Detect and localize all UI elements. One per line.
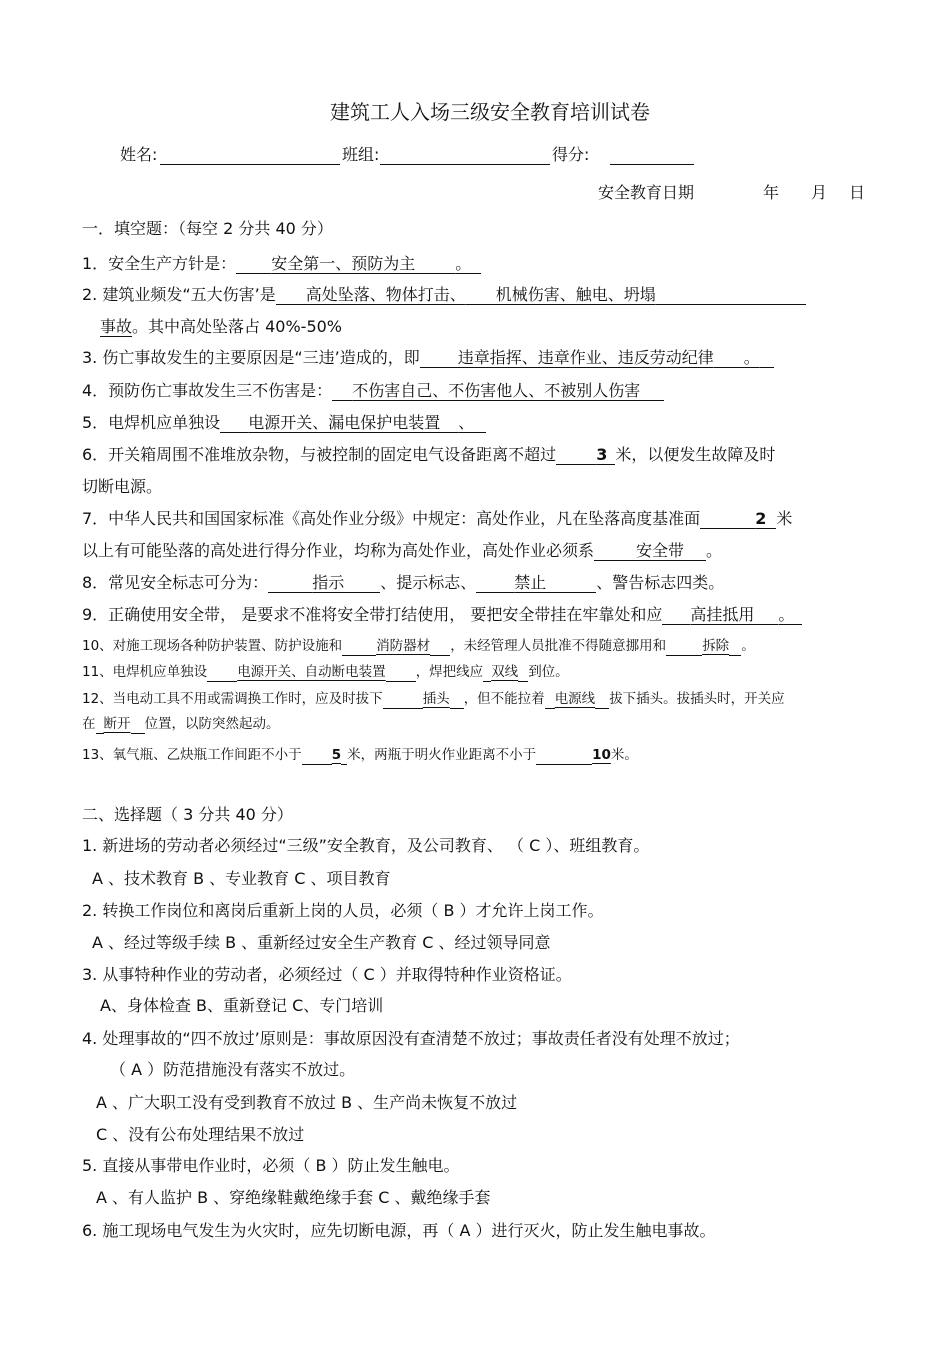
s1-q8-answer-b: 禁止 (514, 573, 547, 592)
s1-q5-answer: 电源开关、漏电保护电装置 (248, 413, 441, 432)
s1-q13-answer-b: 10 (592, 747, 611, 763)
s1-q12-answer-a: 插头 (422, 691, 450, 707)
s1-q2-cont: 事故。其中高处坠落占 40%-50% (100, 317, 343, 336)
date-day: 日 (849, 183, 866, 202)
s1-q10-answer-a: 消防器材 (376, 638, 431, 654)
s2-q5-options: A 、有人监护 B 、穿绝缘鞋戴绝缘手套 C 、戴绝缘手套 (96, 1188, 491, 1207)
s1-q1: 1．安全生产方针是： 安全第一、预防为主 。 (82, 254, 481, 274)
s1-q11: 11、电焊机应单独设 电源开关、自动断电装置 ，焊把线应 双线 到位。 (82, 664, 569, 680)
s1-q2: 2. 建筑业频发“五大伤害’是 高处坠落、物体打击、 机械伤害、触电、坍塌 (82, 285, 806, 305)
s2-q6: 6. 施工现场电气发生为火灾时，应先切断电源，再（ A ）进行灭火，防止发生触电事故。 (82, 1221, 716, 1240)
s2-q3: 3. 从事特种作业的劳动者，必须经过（ C ）并取得特种作业资格证。 (82, 965, 572, 984)
s1-q6-cont: 切断电源。 (82, 477, 163, 496)
page-title: 建筑工人入场三级安全教育培训试卷 (330, 100, 650, 124)
section1-title: 一．填空题：（每空 2 分共 40 分） (82, 219, 333, 238)
name-label: 姓名: (120, 145, 158, 164)
s1-q4: 4．预防伤亡事故发生三不伤害是： 不伤害自己、不伤害他人、不被别人伤害 (82, 381, 664, 401)
s1-q2-answer-a: 高处坠落、物体打击、 (305, 285, 466, 304)
s2-q1-options: A 、技术教育 B 、专业教育 C 、项目教育 (92, 869, 391, 888)
s1-q7: 7．中华人民共和国国家标准《高处作业分级》中规定：高处作业，凡在坠落高度基准面 2 米 (82, 509, 793, 528)
s1-q13-answer-a: 5 (331, 747, 342, 763)
s1-q8: 8．常见安全标志可分为： 指示 、提示标志、 禁止 、警告标志四类。 (82, 573, 725, 592)
score-field[interactable] (610, 164, 694, 165)
s2-q4-options: A 、广大职工没有受到教育不放过 B 、生产尚未恢复不放过 (96, 1093, 518, 1112)
s1-q3-answer: 违章指挥、违章作业、违反劳动纪律 (457, 348, 714, 367)
s1-q12-cont: 在 断开 位置，以防突然起动。 (82, 716, 280, 732)
s1-q11-answer-a: 电源开关、自动断电装置 (237, 664, 386, 680)
name-field[interactable] (160, 164, 340, 165)
s2-q4: 4. 处理事故的“四不放过’原则是：事故原因没有查清楚不放过；事故责任者没有处理不放过； (82, 1029, 740, 1048)
s1-q9-answer: 高挂抵用 (690, 605, 755, 624)
s1-q9: 9．正确使用安全带， 是要求不准将安全带打结使用， 要把安全带挂在牢靠处和应 高挂抵用 。 (82, 605, 802, 625)
date-label: 安全教育日期 (598, 183, 695, 202)
s1-q2-answer-c: 事故 (100, 317, 133, 336)
s2-q1: 1. 新进场的劳动者必须经过“三级”安全教育，及公司教育、 （ C ）、班组教育。 (82, 836, 650, 855)
section2-title: 二、选择题（ 3 分共 40 分） (82, 805, 293, 824)
s2-q4-cont: （ A ）防范措施没有落实不放过。 (110, 1060, 356, 1079)
s1-q2-answer-b: 机械伤害、触电、坍塌 (495, 285, 656, 304)
s2-q5: 5. 直接从事带电作业时，必须（ B ）防止发生触电。 (82, 1156, 460, 1175)
s1-q10-answer-b: 拆除 (702, 638, 730, 654)
date-year: 年 (763, 183, 780, 202)
s2-q2-options: A 、经过等级手续 B 、重新经过安全生产教育 C 、经过领导同意 (92, 933, 551, 952)
s1-q6-answer: 3 (596, 445, 608, 464)
s1-q4-answer: 不伤害自己、不伤害他人、不被别人伤害 (352, 381, 641, 400)
date-month: 月 (811, 183, 828, 202)
s1-q11-answer-b: 双线 (491, 664, 519, 680)
s1-q10: 10、对施工现场各种防护装置、防护设施和 消防器材 ，未经管理人员批准不得随意挪用和 拆除 。 (82, 638, 755, 654)
score-label: 得分: (552, 145, 590, 164)
s1-q5: 5．电焊机应单独设 电源开关、漏电保护电装置 、 (82, 413, 486, 433)
s1-q12-answer-c: 断开 (103, 716, 131, 732)
s1-q7-cont: 以上有可能坠落的高处进行得分作业，均称为高处作业，高处作业必须系 安全带 。 (82, 541, 723, 560)
s2-q4-options-2: C 、没有公布处理结果不放过 (96, 1125, 305, 1144)
s1-q6: 6．开关箱周围不准堆放杂物，与被控制的固定电气设备距离不超过 3 米，以便发生故障及时 (82, 445, 776, 464)
s1-q7-answer-b: 安全带 (636, 541, 685, 560)
group-label: 班组: (342, 145, 380, 164)
group-field[interactable] (380, 164, 550, 165)
s2-q3-options: A、身体检查 B、重新登记 C、专门培训 (100, 996, 384, 1015)
s1-q12-answer-b: 电源线 (554, 691, 596, 707)
s1-q13: 13、氧气瓶、乙炔瓶工作间距不小于 5 米，两瓶于明火作业距离不小于 10米。 (82, 747, 638, 763)
s1-q1-answer: 安全第一、预防为主 (271, 254, 416, 273)
s1-q12: 12、当电动工具不用或需调换工作时，应及时拔下 插头 ，但不能拉着 电源线 拔下插头。拔插头时，开关应 (82, 691, 785, 707)
s1-q3: 3. 伤亡事故发生的主要原因是“三违’造成的，即 违章指挥、违章作业、违反劳动纪律 。 (82, 348, 774, 368)
s2-q2: 2. 转换工作岗位和离岗后重新上岗的人员，必须（ B ）才允许上岗工作。 (82, 901, 604, 920)
s1-q7-answer-a: 2 (755, 509, 767, 528)
s1-q8-answer-a: 指示 (312, 573, 345, 592)
